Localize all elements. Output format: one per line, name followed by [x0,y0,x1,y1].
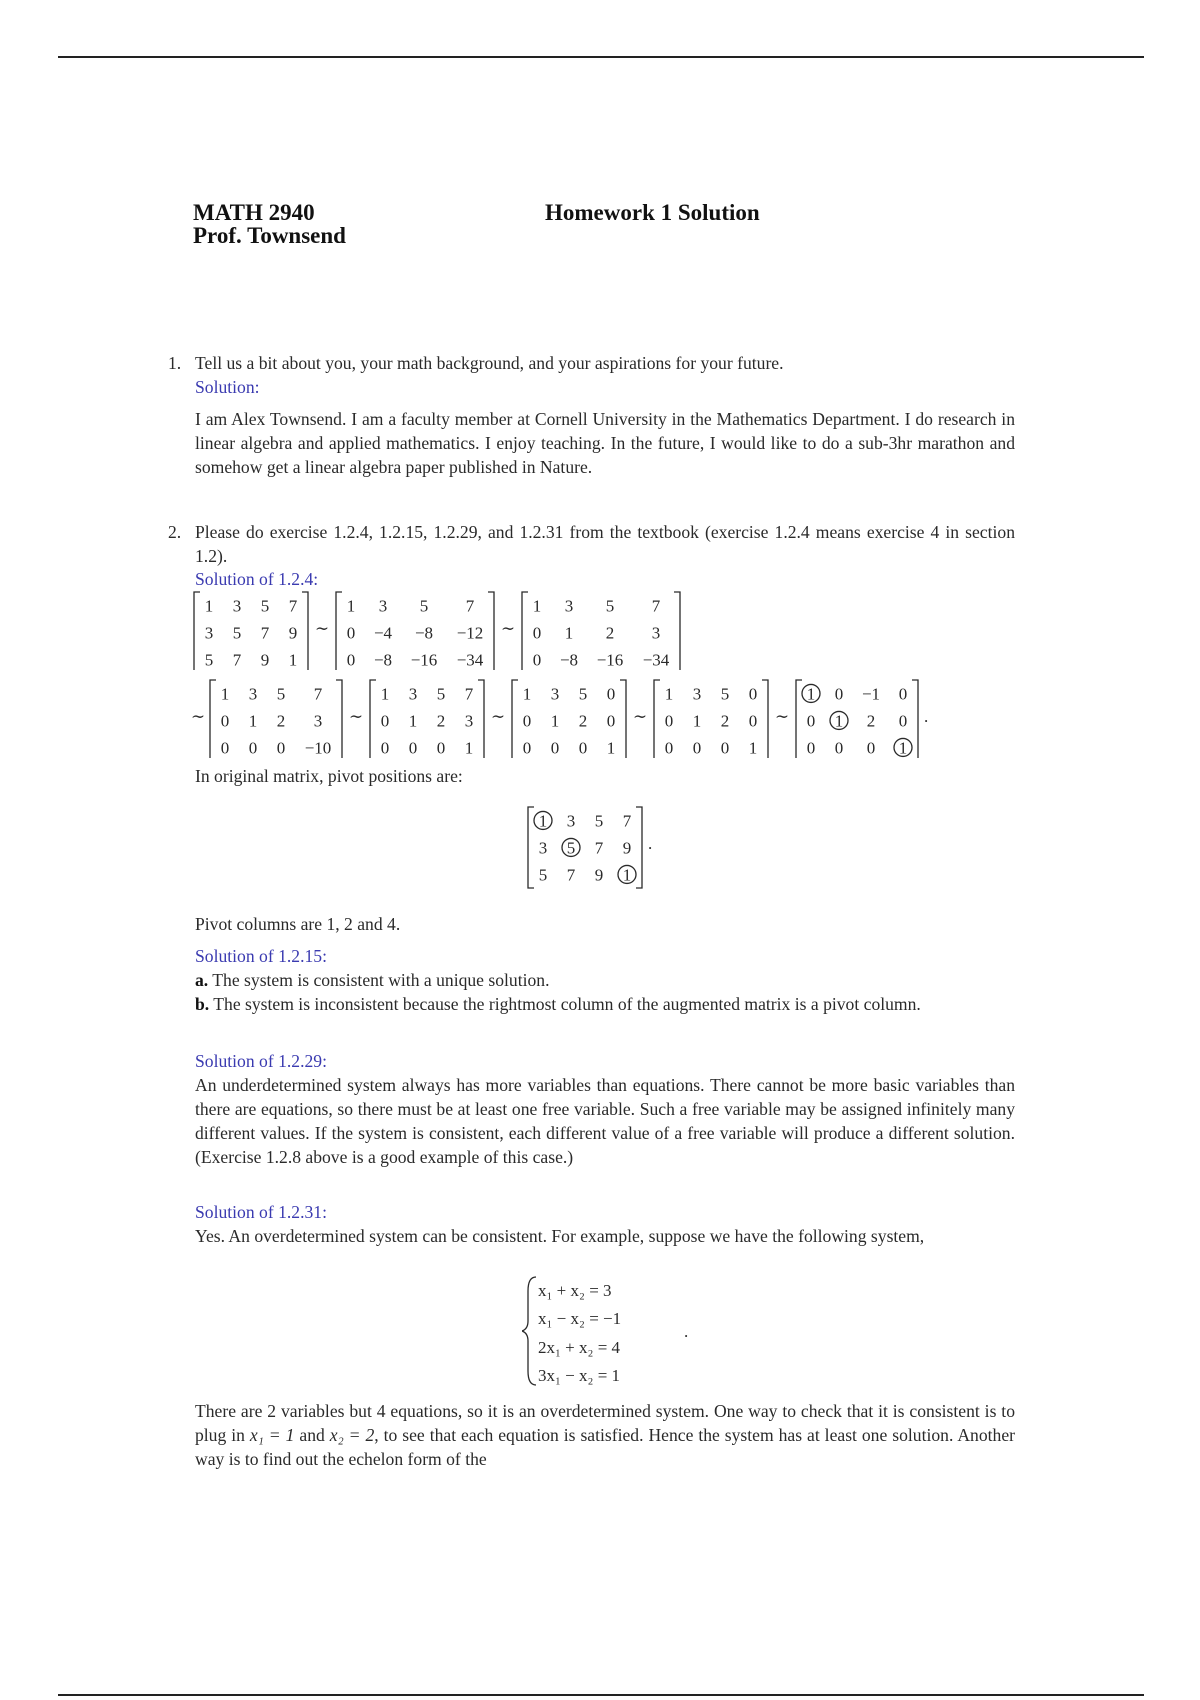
row-equivalent-symbol: ∼ [632,707,648,726]
matrix-entry: 7 [465,596,475,616]
matrix-entry: −8 [559,650,579,670]
matrix-entry: 2 [605,623,615,643]
matrix-entry: 1 [606,738,616,758]
matrix-entry: −34 [642,650,670,670]
matrix-entry: 0 [834,684,844,704]
matrix-entry: 0 [748,711,758,731]
matrix-entry: 1 [748,738,758,758]
matrix-entry: 1 [248,711,258,731]
pivot-matrix [524,803,704,891]
equation-system-period: . [684,1322,689,1341]
pivot-intro: In original matrix, pivot positions are: [195,766,463,786]
row-equivalent-symbol: ∼ [314,619,330,638]
matrix-entry: −10 [304,738,332,758]
matrix-entry: 2 [578,711,588,731]
matrix-entry: 5 [276,684,286,704]
bottom-rule [58,1694,1144,1696]
matrix-entry: 2 [276,711,286,731]
matrix-entry: 3 [566,811,576,831]
matrix-entry: 7 [464,684,474,704]
q1-question: Tell us a bit about you, your math background, and your aspirations for your future. [195,353,784,373]
original-matrix [528,807,642,888]
matrix-entry: 3 [232,596,242,616]
matrix-entry: 0 [532,623,542,643]
equation-2: x₁ − x₂ = −1 [538,1309,622,1328]
matrix-entry: 0 [522,738,532,758]
matrix-entry: 1 [550,711,560,731]
row-reduction-line-2 [190,676,1030,758]
s1231-after [195,1399,1015,1471]
s1229-label: Solution of 1.2.29: [195,1051,327,1071]
matrix-entry: 5 [594,811,604,831]
matrix-entry: 0 [380,738,390,758]
matrix-entry: 0 [898,711,908,731]
matrix-entry: 0 [380,711,390,731]
right-bracket [336,680,342,758]
matrix-entry: 5 [419,596,429,616]
right-bracket [636,807,642,888]
row-equivalent-symbol: ∼ [490,707,506,726]
q1-solution-label: Solution: [195,377,260,397]
matrix-entry: 0 [578,738,588,758]
matrix-entry: 1 [834,711,844,731]
matrix-entry: 1 [532,596,542,616]
matrix-entry: 7 [622,811,632,831]
matrix-entry: 3 [550,684,560,704]
matrix-entry: 5 [605,596,615,616]
matrix-entry: 1 [380,684,390,704]
s124-label: Solution of 1.2.4: [195,569,319,589]
matrix-entry: 7 [651,596,661,616]
left-bracket [522,592,528,670]
matrix-entry: 0 [898,684,908,704]
equation-1: x₁ + x₂ = 3 [538,1281,612,1300]
left-bracket [512,680,518,758]
s1215-a [195,968,1015,992]
matrix-entry: 3 [464,711,474,731]
matrix-entry: 0 [532,650,542,670]
matrix-entry: 5 [720,684,730,704]
left-bracket [654,680,660,758]
matrix-entry: 3 [204,623,214,643]
row1-matrix-1 [194,592,308,670]
matrix-entry: 7 [232,650,242,670]
equation-system [522,1273,702,1389]
row2-matrix-2 [370,680,484,758]
matrix-entry: 0 [550,738,560,758]
row-equivalent-symbol: ∼ [190,707,206,726]
matrix-entry: 7 [566,865,576,885]
row-equivalent-symbol: ∼ [348,707,364,726]
equation-3: 2x₁ + x₂ = 4 [538,1338,621,1357]
matrix-entry: −12 [456,623,484,643]
matrix-entry: −8 [373,650,393,670]
matrix-entry: 7 [288,596,298,616]
matrix-entry: 5 [436,684,446,704]
matrix-entry: −34 [456,650,484,670]
matrix-entry: 1 [408,711,418,731]
matrix-entry: 5 [204,650,214,670]
matrix-entry: 3 [408,684,418,704]
q2-number: 2. [168,522,182,542]
matrix-entry: 0 [720,738,730,758]
matrix-entry: 1 [622,865,632,885]
matrix-entry: −4 [373,623,393,643]
right-bracket [620,680,626,758]
row-equivalent-symbol: ∼ [500,619,516,638]
matrix-entry: 5 [260,596,270,616]
equation-4: 3x₁ − x₂ = 1 [538,1366,621,1385]
pivot-matrix-period: . [648,834,653,853]
s1215-b [195,992,1015,1016]
matrix-entry: 3 [538,838,548,858]
matrix-entry: 5 [538,865,548,885]
left-bracket [796,680,802,758]
matrix-entry: 3 [692,684,702,704]
q2-question: Please do exercise 1.2.4, 1.2.15, 1.2.29, and 1.2.31 from the textbook (exercise 1.2.4 means exercise 4 in section 1.2). [195,522,1015,566]
matrix-entry: 0 [806,711,816,731]
matrix-entry: 1 [664,684,674,704]
matrix-entry: 5 [578,684,588,704]
top-rule [58,56,1144,58]
matrix-entry: −16 [596,650,624,670]
q1-answer: I am Alex Townsend. I am a faculty member at Cornell University in the Mathematics Department. I do research in linear algebra and applied mathematics. I enjoy teaching. In the future, I would like to do a sub-3hr marathon and somehow get a linear algebra paper published in Nature. [195,409,1015,477]
row-equivalent-symbol: ∼ [774,707,790,726]
matrix-entry: 9 [622,838,632,858]
matrix-entry: 1 [204,596,214,616]
row2-matrix-1 [210,680,342,758]
matrix-entry: 1 [346,596,356,616]
matrix-entry: 7 [313,684,323,704]
matrix-entry: 0 [346,650,356,670]
matrix-entry: 0 [248,738,258,758]
matrix-entry: 3 [564,596,574,616]
row-reduction-line-1 [190,588,790,670]
matrix-entry: 0 [606,684,616,704]
matrix-entry: 1 [522,684,532,704]
matrix-entry: 0 [834,738,844,758]
row1-matrix-3 [522,592,680,670]
matrix-entry: 0 [866,738,876,758]
x1-assignment: x₁ = 1 [249,1425,295,1445]
matrix-entry: 0 [220,738,230,758]
matrix-entry: 0 [220,711,230,731]
s1215-label: Solution of 1.2.15: [195,946,327,966]
s1231-after-1: There are 2 variables but 4 equations, so it is an overdetermined system. One way to check that it is consistent is to plug in [195,1401,1015,1445]
right-bracket [478,680,484,758]
matrix-entry: 7 [594,838,604,858]
matrix-entry: 2 [866,711,876,731]
row2-matrix-4 [654,680,768,758]
and-word: and [299,1425,325,1445]
matrix-entry: 0 [806,738,816,758]
matrix-entry: 0 [664,711,674,731]
s1231-label: Solution of 1.2.31: [195,1202,327,1222]
pivot-columns-text: Pivot columns are 1, 2 and 4. [195,914,401,934]
q1-number: 1. [168,353,182,373]
matrix-entry: 1 [806,684,816,704]
s1215-a-label: a. [195,970,209,990]
matrix-entry: 1 [564,623,574,643]
matrix-entry: 5 [232,623,242,643]
matrix-period: . [924,707,929,726]
matrix-entry: 3 [378,596,388,616]
left-bracket [528,807,534,888]
s1215-b-text: The system is inconsistent because the rightmost column of the augmented matrix is a pivot column. [213,994,921,1014]
right-bracket [912,680,918,758]
matrix-entry: 0 [276,738,286,758]
row1-matrix-2 [336,592,494,670]
matrix-entry: 0 [346,623,356,643]
right-bracket [302,592,308,670]
matrix-entry: 0 [436,738,446,758]
matrix-entry: 1 [464,738,474,758]
matrix-entry: 0 [606,711,616,731]
matrix-entry: 9 [288,623,298,643]
left-bracket [370,680,376,758]
matrix-entry: 3 [248,684,258,704]
matrix-entry: 9 [260,650,270,670]
row2-matrix-3 [512,680,626,758]
matrix-entry: 0 [522,711,532,731]
matrix-entry: 2 [720,711,730,731]
matrix-entry: 5 [566,838,576,858]
matrix-entry: 0 [748,684,758,704]
x2-assignment: x₂ = 2 [329,1425,375,1445]
s1215-a-text: The system is consistent with a unique solution. [212,970,550,990]
homework-title: Homework 1 Solution [545,200,760,225]
s1231-intro: Yes. An overdetermined system can be consistent. For example, suppose we have the following system, [195,1226,925,1246]
left-bracket [194,592,200,670]
matrix-entry: −8 [414,623,434,643]
matrix-entry: 0 [692,738,702,758]
right-bracket [674,592,680,670]
s1229-text: An underdetermined system always has more variables than equations. There cannot be more basic variables than there are equations, so there must be at least one free variable. Such a free variable may be assigned infinitely many different values. If the system is consistent, each different value of a free variable will produce a different solution. (Exercise 1.2.8 above is a good example of this case.) [195,1075,1015,1167]
matrix-entry: 3 [651,623,661,643]
matrix-entry: 1 [220,684,230,704]
matrix-entry: 1 [692,711,702,731]
matrix-entry: 0 [408,738,418,758]
matrix-entry: 1 [898,738,908,758]
course-title: MATH 2940 [193,200,315,225]
matrix-entry: 9 [594,865,604,885]
right-bracket [488,592,494,670]
matrix-entry: 7 [260,623,270,643]
matrix-entry: 0 [664,738,674,758]
matrix-entry: −1 [861,684,881,704]
s1215-b-label: b. [195,994,210,1014]
right-bracket [762,680,768,758]
professor-name: Prof. Townsend [193,223,346,248]
matrix-entry: 1 [288,650,298,670]
matrix-entry: 3 [313,711,323,731]
row2-matrix-5 [796,680,918,758]
left-bracket [210,680,216,758]
matrix-entry: 2 [436,711,446,731]
matrix-entry: −16 [410,650,438,670]
s1231-after-2: , to see that each equation is satisfied. Hence the system has at least one solution. Another way is to find out the echelon form of the [195,1425,1015,1469]
left-bracket [336,592,342,670]
matrix-entry: 1 [538,811,548,831]
